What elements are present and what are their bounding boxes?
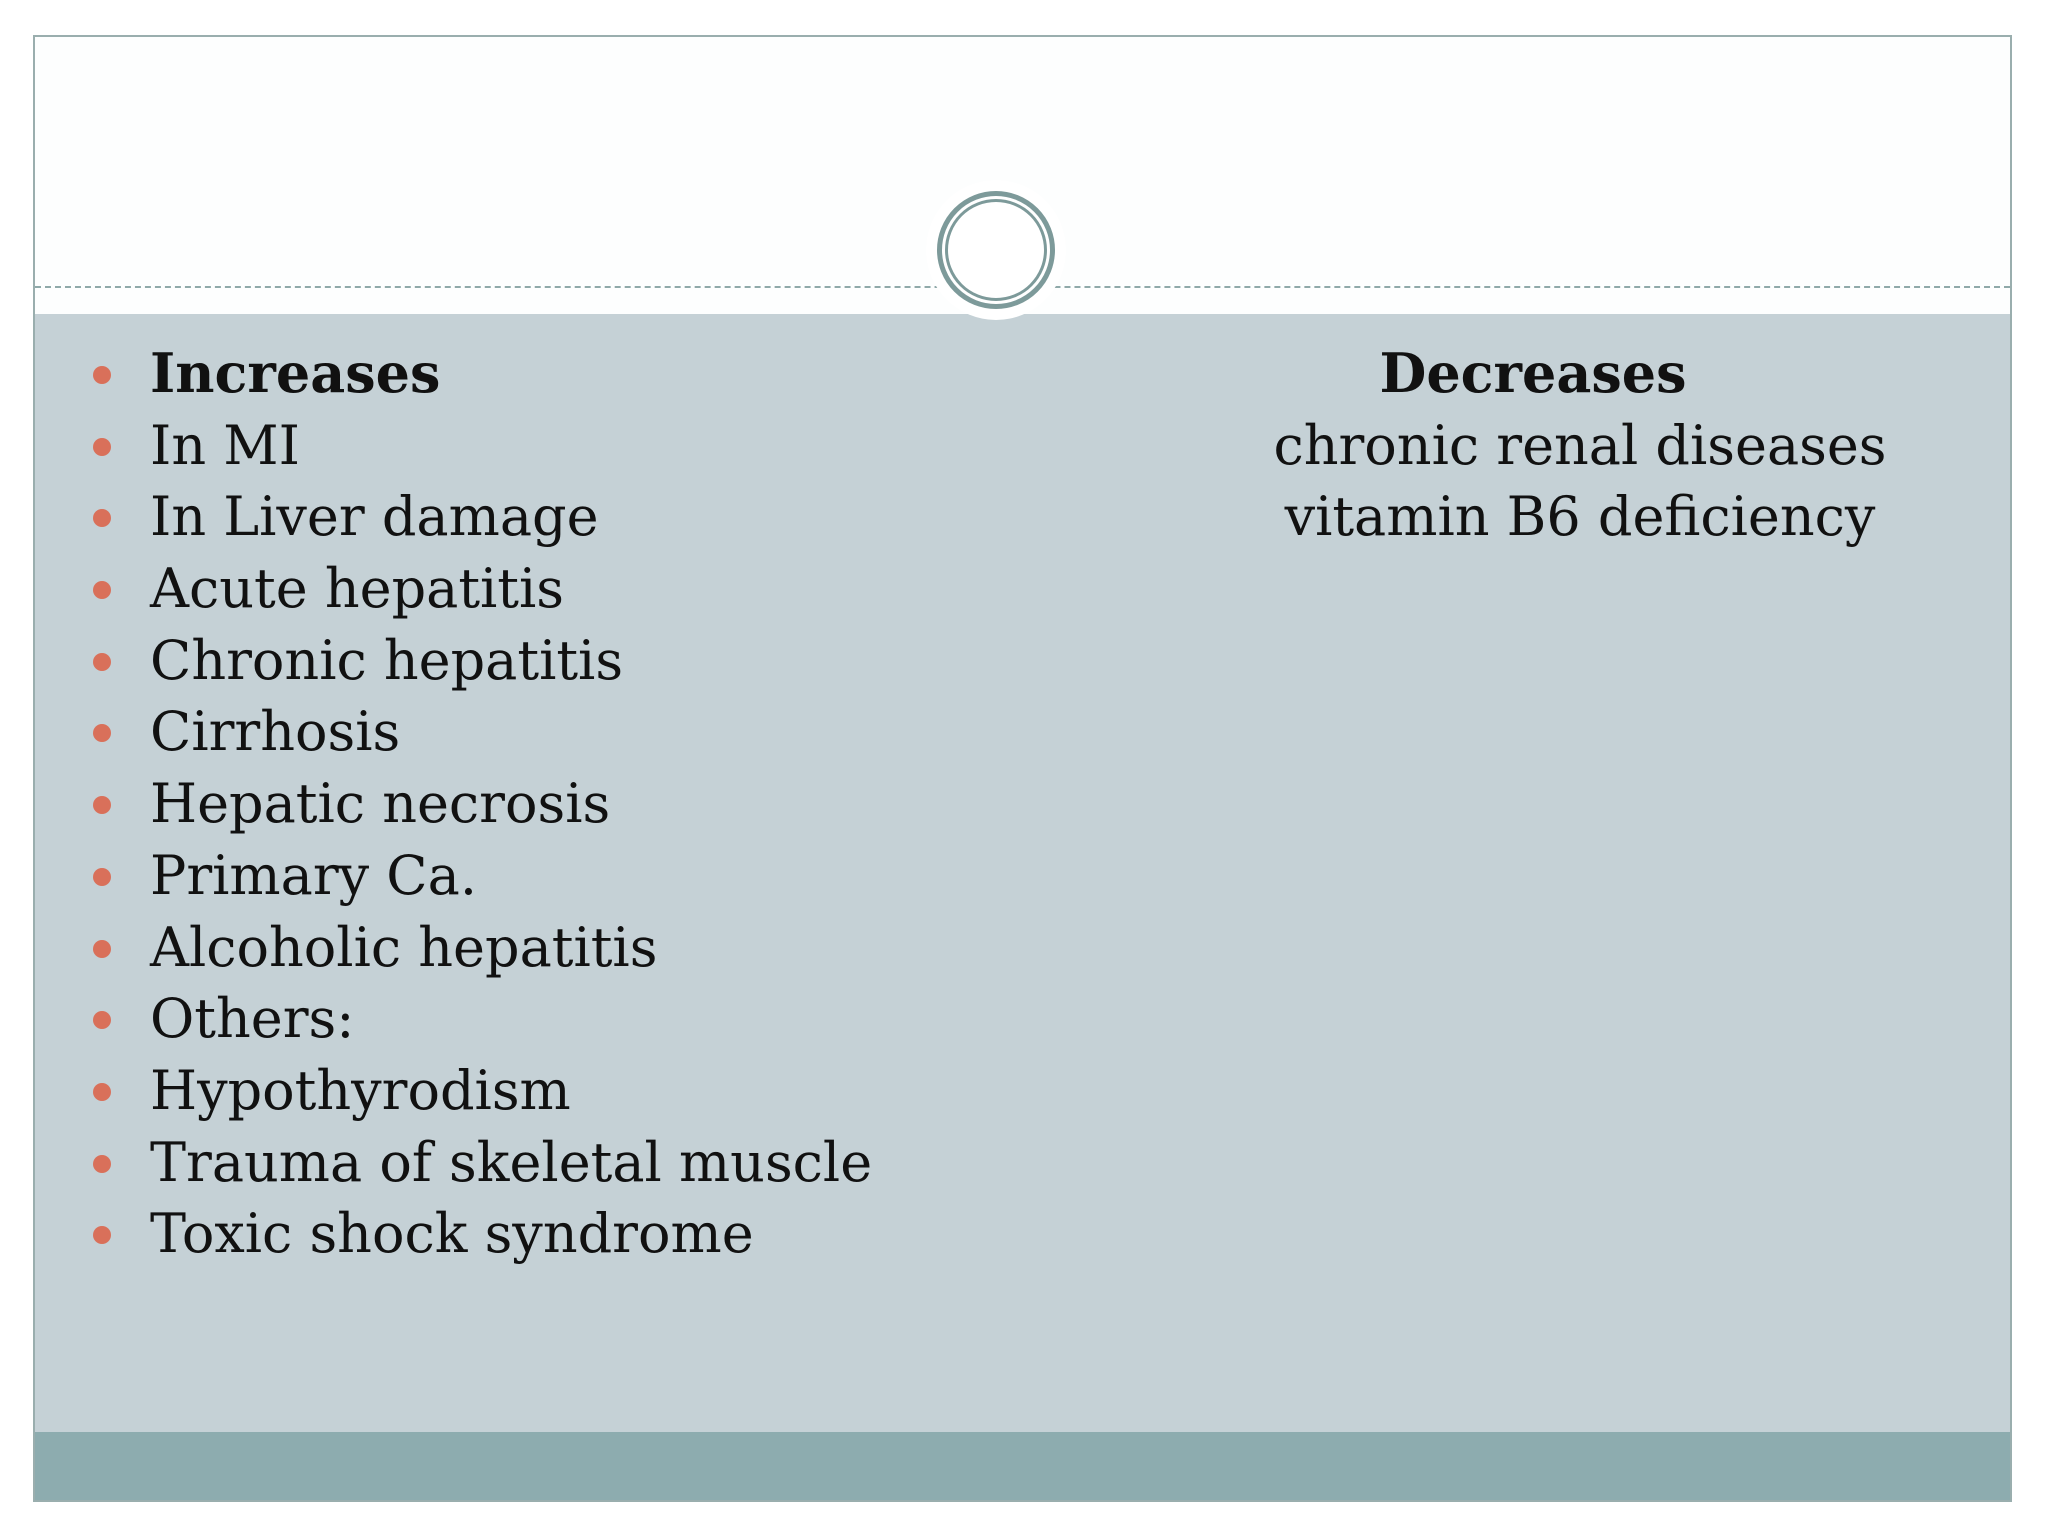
list-item-text: Primary Ca. [150,843,477,907]
decreases-heading: Decreases [1379,341,1687,405]
list-item [55,696,872,768]
list-item-text: Chronic hepatitis [150,628,624,692]
list-item-text: Acute hepatitis [150,557,564,621]
bullet-icon [93,1155,111,1173]
bullet-icon [93,940,111,958]
decreases-item: chronic renal diseases [1273,413,1887,477]
decreases-item: vitamin B6 deficiency [1284,485,1876,549]
circle-ornament-inner-ring [945,199,1047,301]
list-item [55,481,872,553]
decreases-column [1170,338,1990,553]
list-item-text: Cirrhosis [150,700,401,764]
bullet-icon [93,509,111,527]
bullet-icon [93,366,111,384]
list-item [55,625,872,697]
list-item [55,983,872,1055]
list-item [55,768,872,840]
list-item [55,1127,872,1199]
list-item [55,1055,872,1127]
list-item-text: In MI [150,413,300,477]
bullet-icon [93,724,111,742]
increases-heading: Increases [150,341,441,405]
list-item-text: Toxic shock syndrome [150,1202,754,1266]
bullet-icon [93,653,111,671]
bullet-icon [93,868,111,886]
list-item [55,840,872,912]
bullet-icon [93,1083,111,1101]
bullet-icon [93,796,111,814]
bullet-icon [93,581,111,599]
bullet-icon [93,438,111,456]
list-item-text: Trauma of skeletal muscle [150,1130,873,1194]
list-item-text: Alcoholic hepatitis [150,915,658,979]
bullet-icon [93,1226,111,1244]
list-item-text: Hypothyrodism [150,1058,571,1122]
list-item-text: Others: [150,987,355,1051]
list-item [55,1198,872,1270]
list-item [55,553,872,625]
increases-list [55,338,872,1270]
list-item-text: Hepatic necrosis [150,772,611,836]
list-item [55,912,872,984]
list-item-heading [55,338,872,410]
bullet-icon [93,1011,111,1029]
list-item-text: In Liver damage [150,485,599,549]
list-item [55,410,872,482]
footer-band [35,1432,2010,1502]
